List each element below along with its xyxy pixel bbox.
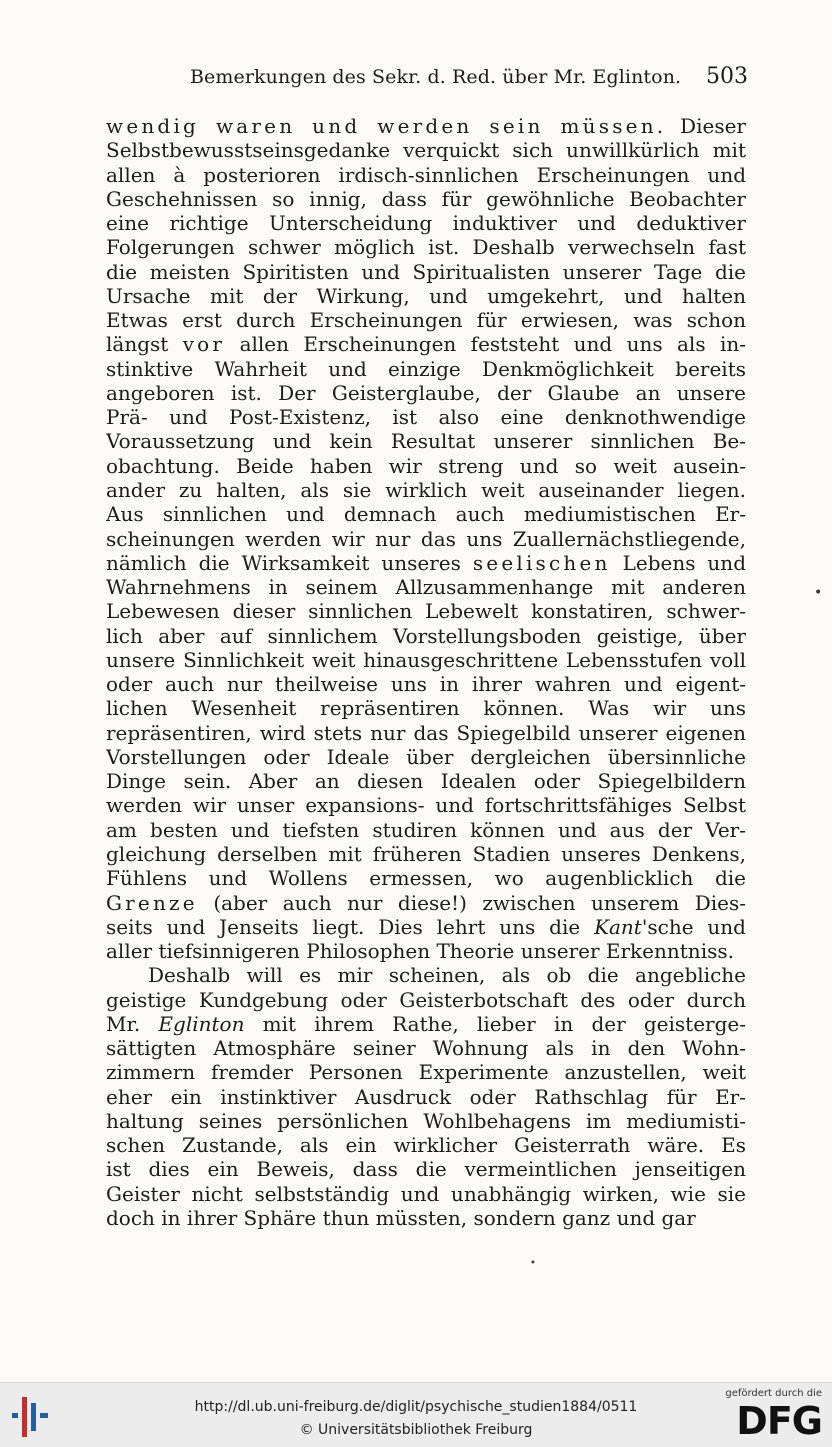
viewer-footer	[0, 1382, 832, 1447]
text-segment: ander zu halten, als sie wirklich weit auseinander liegen.	[106, 477, 746, 502]
text-segment: haltung seines persönlichen Wohlbehagens im mediumisti-	[106, 1108, 746, 1133]
text-segment: seelischen	[472, 550, 611, 575]
text-line	[106, 915, 746, 939]
text-segment: stinktive Wahrheit und einzige Denkmöglichkeit bereits	[106, 356, 746, 381]
text-segment: Mr.	[106, 1011, 159, 1036]
text-segment: aller tiefsinnigeren Philosophen Theorie unserer Erkenntniss.	[106, 939, 734, 964]
text-line	[106, 163, 746, 187]
text-segment: geistige Kundgebung oder Geisterbotschaft des oder durch	[106, 987, 746, 1012]
body-text	[106, 114, 746, 1230]
text-segment: sättigten Atmosphäre seiner Wohnung als in den Wohn-	[106, 1036, 746, 1061]
text-segment: Prä- und Post-Existenz, ist also eine denknothwendige	[106, 405, 746, 430]
text-segment: eher ein instinktiver Ausdruck oder Rathschlag für Er-	[106, 1084, 746, 1109]
text-line	[106, 308, 746, 332]
text-line	[106, 284, 746, 308]
text-segment: angeboren ist. Der Geisterglaube, der Glaube an unsere	[106, 380, 746, 405]
text-segment: repräsentiren, wird stets nur das Spiegelbild unserer eigenen	[106, 720, 746, 745]
text-segment: seits und Jenseits liegt. Dies lehrt uns die	[106, 914, 595, 939]
text-segment: lichen Wesenheit repräsentiren können. Was wir uns	[106, 696, 746, 721]
permalink-url[interactable]: http://dl.ub.uni-freiburg.de/diglit/psychische_studien1884/0511	[194, 1399, 638, 1415]
text-segment: Dieser	[666, 114, 746, 138]
text-line	[106, 332, 746, 356]
text-line	[106, 842, 746, 866]
text-segment: 'sche und	[641, 914, 746, 939]
copyright-notice: © Universitätsbibliothek Freiburg	[299, 1422, 533, 1438]
text-segment: Dinge sein. Aber an diesen Idealen oder Spiegelbildern	[106, 769, 746, 794]
text-segment: Voraussetzung und kein Resultat unserer sinnlichen Be-	[106, 429, 746, 454]
text-line	[106, 745, 746, 769]
text-segment: Selbstbewusstseinsgedanke verquickt sich unwillkürlich mit	[106, 138, 746, 163]
text-line	[106, 648, 746, 672]
text-line	[106, 1012, 746, 1036]
text-segment: scheinungen werden wir nur das uns Zuallernächstliegende,	[106, 526, 746, 551]
text-line	[106, 721, 746, 745]
text-line	[106, 1206, 746, 1230]
page-header	[190, 62, 748, 94]
text-line	[106, 1060, 746, 1084]
text-line	[106, 1157, 746, 1181]
text-segment: (aber auch nur diese!) zwischen unserem Dies-	[197, 890, 746, 915]
text-segment: nämlich die Wirksamkeit unseres	[106, 550, 473, 575]
text-line	[106, 454, 746, 478]
text-line	[106, 235, 746, 259]
text-segment: Etwas erst durch Erscheinungen für erwiesen, was schon	[106, 308, 746, 333]
margin-mark: •	[530, 1258, 536, 1269]
text-segment: ist dies ein Beweis, dass die vermeintlichen jenseitigen	[106, 1157, 746, 1182]
text-segment: eine richtige Unterscheidung induktiver und deduktiver	[106, 211, 746, 236]
text-segment: Ursache mit der Wirkung, und umgekehrt, und halten	[106, 283, 746, 308]
text-line	[106, 1109, 746, 1133]
page-number: 503	[706, 64, 748, 89]
text-line	[106, 988, 746, 1012]
text-segment: die meisten Spiritisten und Spiritualisten unserer Tage die	[106, 259, 746, 284]
text-line	[106, 599, 746, 623]
text-line	[106, 575, 746, 599]
text-line	[106, 769, 746, 793]
text-line	[106, 478, 746, 502]
text-segment: doch in ihrer Sphäre thun müssten, sondern ganz und gar	[106, 1205, 696, 1230]
text-line	[106, 963, 746, 987]
margin-mark: •	[814, 585, 823, 601]
text-line	[106, 624, 746, 648]
text-segment: vor	[182, 332, 226, 357]
text-line	[106, 187, 746, 211]
text-segment: am besten und tiefsten studiren können und aus der Ver-	[106, 817, 746, 842]
text-line	[106, 429, 746, 453]
text-segment: Lebens und	[610, 550, 746, 575]
text-segment: längst	[106, 332, 183, 357]
text-line	[106, 357, 746, 381]
text-segment: Grenze	[106, 890, 198, 915]
text-segment: Folgerungen schwer möglich ist. Deshalb verwechseln fast	[106, 235, 746, 260]
text-segment: schen Zustande, als ein wirklicher Geisterrath wäre. Es	[106, 1133, 746, 1158]
text-segment: Kant	[594, 914, 642, 939]
text-line	[106, 672, 746, 696]
text-segment: wendig waren und werden sein müssen.	[106, 114, 667, 138]
text-line	[106, 551, 746, 575]
text-segment: Deshalb will es mir scheinen, als ob die angebliche	[148, 963, 746, 988]
text-line	[106, 138, 746, 162]
text-line	[106, 1085, 746, 1109]
running-title: Bemerkungen des Sekr. d. Red. über Mr. Eglinton.	[190, 66, 682, 88]
text-segment: Eglinton	[158, 1011, 245, 1036]
text-line	[106, 696, 746, 720]
text-line	[106, 211, 746, 235]
text-segment: Geschehnissen so innig, dass für gewöhnliche Beobachter	[106, 186, 746, 211]
text-line	[106, 891, 746, 915]
text-segment: mit ihrem Rathe, lieber in der geisterge-	[244, 1011, 746, 1036]
text-line	[106, 1133, 746, 1157]
text-segment: zimmern fremder Personen Experimente anzustellen, weit	[106, 1060, 746, 1085]
text-line	[106, 1182, 746, 1206]
text-line	[106, 260, 746, 284]
text-line	[106, 405, 746, 429]
text-line	[106, 793, 746, 817]
text-segment: Wahrnehmens in seinem Allzusammenhange mit anderen	[106, 575, 746, 600]
dfg-caption: gefördert durch die	[725, 1388, 822, 1399]
text-segment: Lebewesen dieser sinnlichen Lebewelt konstatiren, schwer-	[106, 599, 746, 624]
text-segment: allen à posterioren irdisch-sinnlichen Erscheinungen und	[106, 162, 746, 187]
text-line	[106, 381, 746, 405]
text-line	[106, 939, 746, 963]
text-segment: obachtung. Beide haben wir streng und so weit ausein-	[106, 453, 746, 478]
text-segment: werden wir unser expansions- und fortschrittsfähiges Selbst	[106, 793, 746, 818]
dfg-logo[interactable]: DFG	[736, 1399, 822, 1443]
text-line	[106, 527, 746, 551]
text-segment: Fühlens und Wollens ermessen, wo augenblicklich die	[106, 866, 746, 891]
text-segment: Geister nicht selbstständig und unabhängig wirken, wie sie	[106, 1181, 746, 1206]
text-segment: unsere Sinnlichkeit weit hinausgeschrittene Lebensstufen voll	[106, 647, 746, 672]
text-segment: Vorstellungen oder Ideale über dergleichen übersinnliche	[106, 744, 746, 769]
text-segment: gleichung derselben mit früheren Stadien unseres Denkens,	[106, 841, 746, 866]
text-line	[106, 1036, 746, 1060]
text-segment: allen Erscheinungen feststeht und uns als in-	[225, 332, 746, 357]
text-line	[106, 866, 746, 890]
text-line	[106, 114, 746, 138]
text-line	[106, 818, 746, 842]
text-line	[106, 502, 746, 526]
text-segment: oder auch nur theilweise uns in ihrer wahren und eigent-	[106, 672, 746, 697]
text-segment: lich aber auf sinnlichem Vorstellungsboden geistige, über	[106, 623, 746, 648]
text-segment: Aus sinnlichen und demnach auch mediumistischen Er-	[106, 502, 746, 527]
